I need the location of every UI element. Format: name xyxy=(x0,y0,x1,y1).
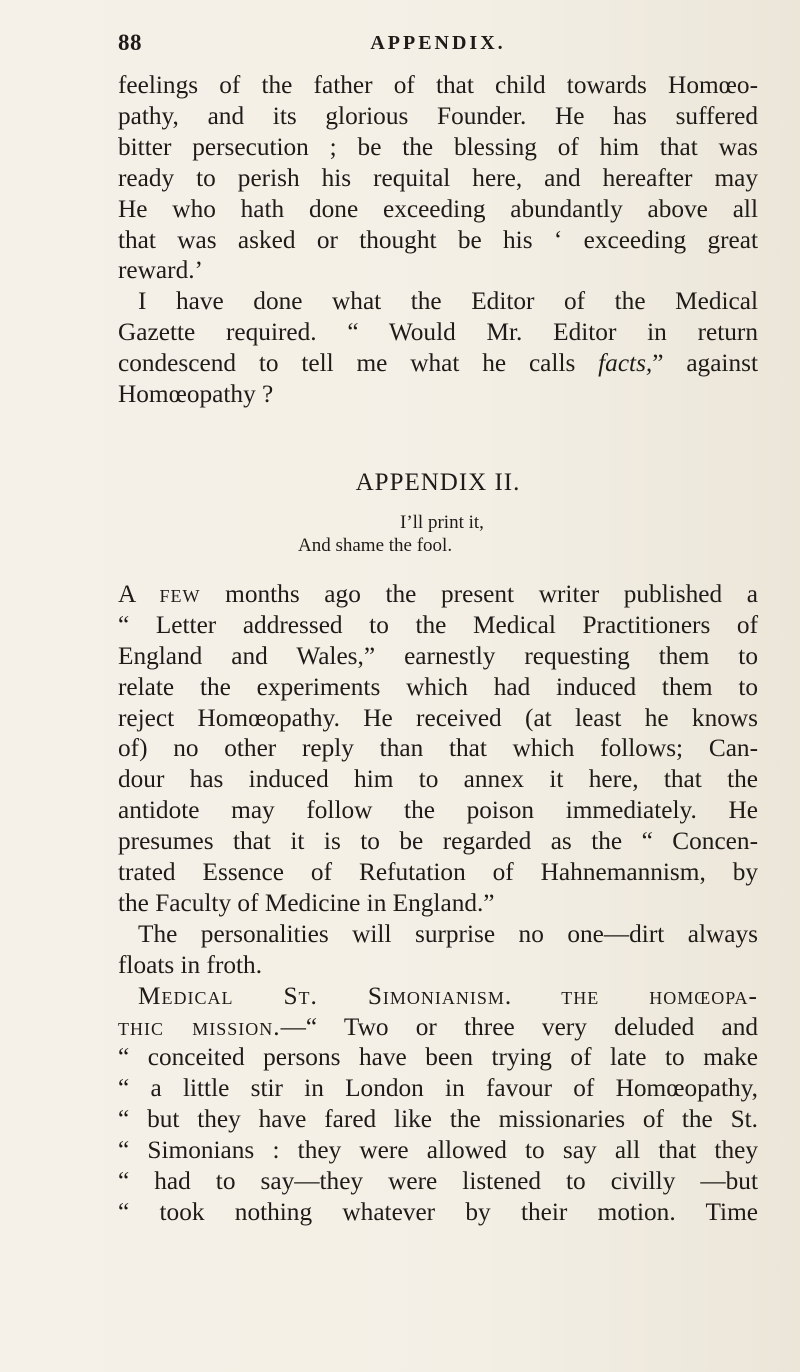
text-line: floats in froth. xyxy=(118,950,263,979)
text-line: “ Letter addressed to the Medical Practitioners of xyxy=(118,610,758,639)
epigraph xyxy=(118,511,758,557)
text-line: bitter persecution ; be the blessing of him that was xyxy=(118,132,758,161)
italic-word: facts, xyxy=(598,349,653,378)
text-line: feelings of the father of that child towards Homœo- xyxy=(118,71,758,99)
text-line: presumes that it is to be regarded as the “ Concen- xyxy=(118,827,758,856)
text-line xyxy=(118,579,758,610)
text-line: “ conceited persons have been trying of late to make xyxy=(118,1043,758,1072)
text-run: ” against xyxy=(652,349,758,378)
text-line: relate the experiments which had induced them to xyxy=(118,672,758,701)
text-run: condescend to tell me what he calls xyxy=(118,349,599,378)
text-line: “ Simonians : they were allowed to say all that they xyxy=(118,1136,758,1165)
page-body xyxy=(118,70,758,1228)
text-line: “ took nothing whatever by their motion. Time xyxy=(118,1198,758,1226)
text-line: antidote may follow the poison immediately. He xyxy=(118,796,758,825)
text-line: ready to perish his requital here, and hereafter may xyxy=(118,163,758,192)
text-line: trated Essence of Refutation of Hahnemannism, by xyxy=(118,858,758,887)
paragraph-closing xyxy=(118,70,758,286)
text-run: —“ Two or three very deluded and xyxy=(280,1012,759,1041)
paragraph-quotation xyxy=(118,981,758,1228)
text-line: The personalities will surprise no one—dirt always xyxy=(138,919,758,948)
small-caps-heading: Medical St. Simonianism. xyxy=(138,981,513,1010)
text-line: Homœopathy ? xyxy=(118,380,274,409)
text-line: I have done what the Editor of the Medical xyxy=(138,287,758,316)
paragraph-letter xyxy=(118,579,758,919)
small-caps-heading: the homœopa- xyxy=(561,981,758,1010)
text-line: reward.’ xyxy=(118,256,203,285)
paragraph-editor xyxy=(118,286,758,410)
small-caps-heading: thic mission. xyxy=(118,1012,281,1041)
paragraph-personalities xyxy=(118,919,758,981)
text-line: England and Wales,” earnestly requesting them to xyxy=(118,641,758,670)
text-line: reject Homœopathy. He received (at least he knows xyxy=(118,703,758,732)
page-number: 88 xyxy=(118,30,142,55)
epigraph-line: I’ll print it, xyxy=(400,511,484,533)
page-header xyxy=(118,30,758,64)
text-line: “ but they have fared like the missionaries of the St. xyxy=(118,1105,758,1134)
text-line xyxy=(118,348,758,379)
text-line: that was asked or thought be his ‘ exceeding great xyxy=(118,225,758,254)
section-gap xyxy=(118,410,758,468)
text-line: of) no other reply than that which follows; Can- xyxy=(118,734,758,763)
text-line: “ a little stir in London in favour of Homœopathy, xyxy=(118,1074,758,1103)
text-line: He who hath done exceeding abundantly above all xyxy=(118,194,758,223)
text-line: pathy, and its glorious Founder. He has suffered xyxy=(118,101,758,130)
running-head: APPENDIX. xyxy=(370,32,506,54)
appendix-title: APPENDIX II. xyxy=(355,468,521,496)
text-line: the Faculty of Medicine in England.” xyxy=(118,888,495,917)
text-run: months ago the present writer published a xyxy=(200,579,759,608)
text-run: A xyxy=(118,579,135,608)
text-line xyxy=(118,981,758,1012)
small-caps-word: few xyxy=(159,579,201,608)
text-line: “ had to say—they were listened to civilly —but xyxy=(118,1167,758,1196)
text-line: Gazette required. “ Would Mr. Editor in return xyxy=(118,318,758,347)
text-line: dour has induced him to annex it here, that the xyxy=(118,765,758,794)
epigraph-line: And shame the fool. xyxy=(298,534,453,556)
text-line xyxy=(118,1012,758,1043)
